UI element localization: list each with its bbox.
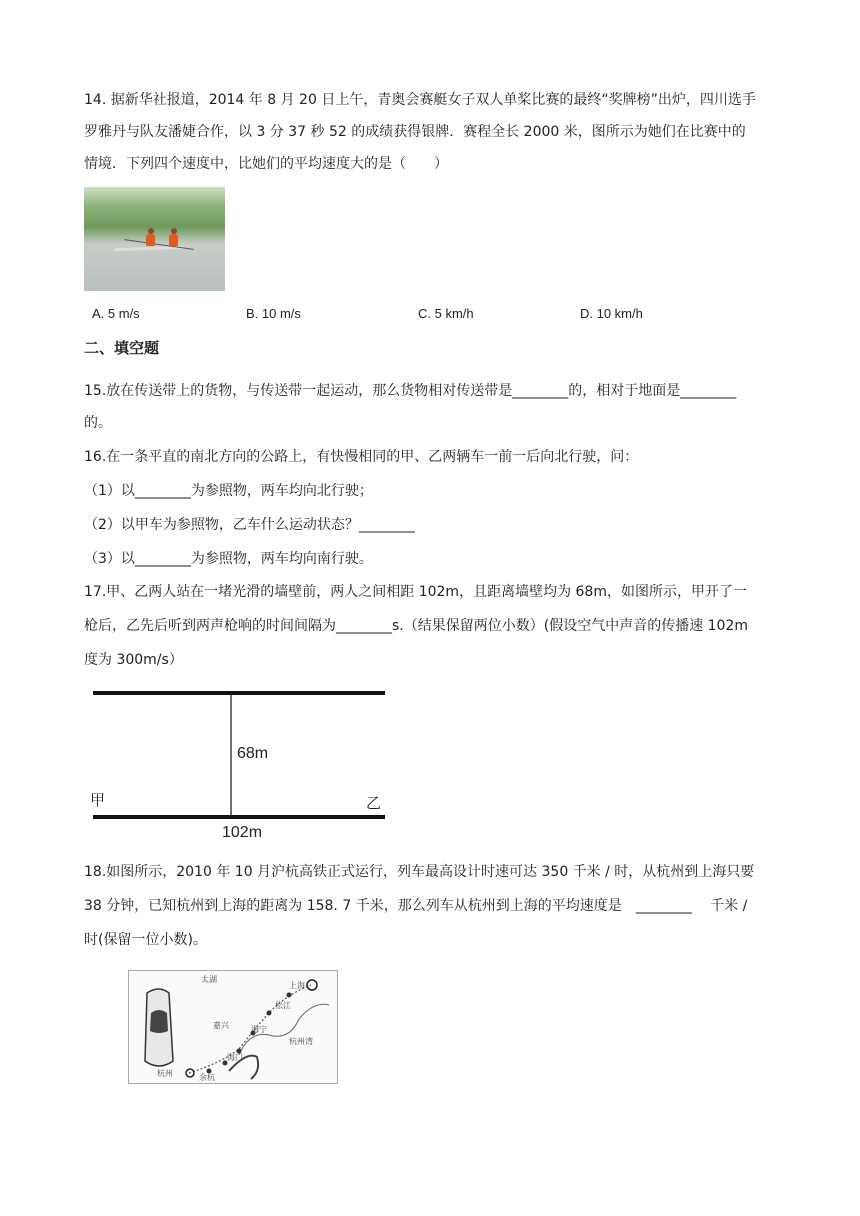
label-68m: 68m <box>237 745 269 762</box>
q18-line-2: 38 分钟，已知杭州到上海的距离为 158. 7 千米，那么列车从杭州到上海的平均速度是 ________ 千米 / <box>84 898 748 914</box>
q18-line-3: 时(保留一位小数)。 <box>84 932 207 948</box>
wall-line <box>93 691 385 695</box>
q17-line-2: 枪后，乙先后听到两声枪响的时间间隔为________s.（结果保留两位小数）(假设空气中声音的传播速 102m <box>84 618 749 634</box>
map-label-haining: 海宁 <box>251 1025 267 1034</box>
q15-line-2: 的。 <box>84 415 112 431</box>
q17-line-3: 度为 300m/s） <box>84 652 183 668</box>
q16-line-1: 16.在一条平直的南北方向的公路上，有快慢相同的甲、乙两辆车一前一后向北行驶，问： <box>84 449 639 465</box>
label-102m: 102m <box>222 824 263 841</box>
q14-option-b: B. 10 m/s <box>246 306 301 321</box>
q14-line-2: 罗雅丹与队友潘婕合作，以 3 分 37 秒 52 的成绩获得银牌．赛程全长 2000 米，图所示为她们在比赛中的 <box>84 124 746 140</box>
q16-line-4: （3）以________为参照物，两车均向南行驶。 <box>84 551 373 567</box>
map-label-hangzhouwan: 杭州湾 <box>289 1037 313 1046</box>
q14-line-1: 14. 据新华社报道，2014 年 8 月 20 日上午，青奥会赛艇女子双人单桨比赛的最终“奖牌榜”出炉，四川选手 <box>84 92 756 108</box>
q16-line-3: （2）以甲车为参照物，乙车什么运动状态？________ <box>84 517 415 533</box>
ground-line <box>93 815 385 819</box>
q16-line-2: （1）以________为参照物，两车均向北行驶； <box>84 483 373 499</box>
map-label-hangzhou: 杭州 <box>157 1069 173 1078</box>
q14-option-a: A. 5 m/s <box>92 306 140 321</box>
map-label-songjiang: 松江 <box>275 1001 291 1010</box>
map-label-jiaxing: 嘉兴 <box>213 1021 229 1030</box>
section-title: 二、填空题 <box>84 339 160 357</box>
label-jia: 甲 <box>90 791 106 809</box>
label-yi: 乙 <box>366 794 382 812</box>
q14-option-d: D. 10 km/h <box>580 306 643 321</box>
map-label-haimen: 海门 <box>227 1053 243 1062</box>
map-label-taihu: 太湖 <box>201 975 217 984</box>
q17-line-1: 17.甲、乙两人站在一堵光滑的墙壁前，两人之间相距 102m，且距离墙壁均为 68m，如图所示，甲开了一 <box>84 584 747 600</box>
map-label-yuhang: 余杭 <box>199 1073 215 1082</box>
map-label-shanghai: 上海 <box>289 981 305 990</box>
q18-line-1: 18.如图所示，2010 年 10 月沪杭高铁正式运行，列车最高设计时速可达 350 千米 / 时，从杭州到上海只要 <box>84 864 755 880</box>
q14-line-3: 情境．下列四个速度中，比她们的平均速度大的是（ ） <box>84 156 448 172</box>
q14-option-c: C. 5 km/h <box>418 306 474 321</box>
railway-map <box>128 970 338 1084</box>
wall-diagram <box>84 684 394 842</box>
q15-line-1: 15.放在传送带上的货物，与传送带一起运动，那么货物相对传送带是________的，相对于地面是________ <box>84 383 737 399</box>
rowing-photo <box>84 187 225 291</box>
